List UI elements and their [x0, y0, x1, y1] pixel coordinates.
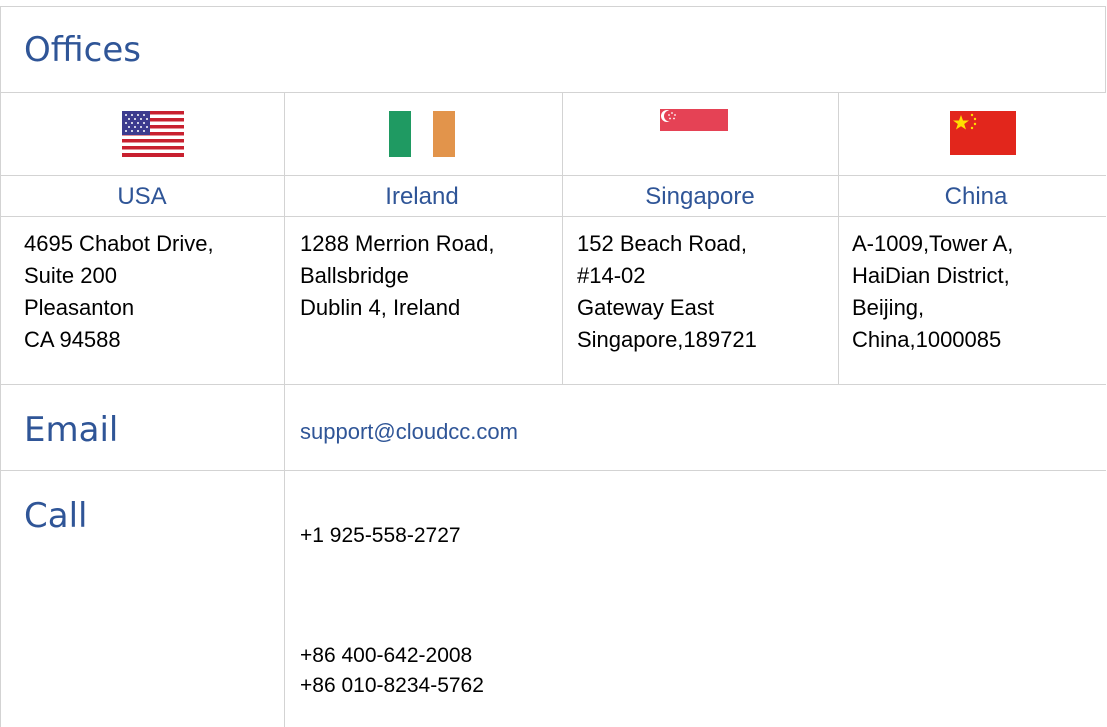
address-line: Ballsbridge: [300, 263, 409, 288]
address-line: CA 94588: [24, 327, 121, 352]
address-line: Beijing,: [852, 295, 925, 320]
address-usa: [24, 228, 214, 356]
phone-number-cn-1[interactable]: +86 400-642-2008: [300, 644, 473, 667]
email-label: Email: [24, 410, 119, 450]
phone-number-us[interactable]: +1 925-558-2727: [300, 524, 461, 547]
address-ireland: [300, 228, 494, 324]
address-line: HaiDian District,: [852, 263, 1010, 288]
address-line: 4695 Chabot Drive,: [24, 231, 214, 256]
offices-title: Offices: [24, 30, 141, 70]
top-border: [0, 6, 1106, 7]
address-line: China,1000085: [852, 327, 1002, 352]
address-line: 1288 Merrion Road,: [300, 231, 495, 256]
address-line: Gateway East: [577, 295, 714, 320]
phone-number-cn-2[interactable]: +86 010-8234-5762: [300, 674, 484, 697]
address-line: #14-02: [577, 263, 646, 288]
us-flag-icon: [122, 111, 184, 157]
address-row-divider: [0, 384, 1106, 385]
address-line: Suite 200: [24, 263, 117, 288]
col-divider-3: [838, 92, 839, 384]
country-row-divider: [0, 216, 1106, 217]
china-flag-icon: [950, 111, 1016, 155]
address-line: 152 Beach Road,: [577, 231, 748, 256]
address-china: [852, 228, 1013, 356]
call-label: Call: [24, 496, 88, 536]
col-divider-2: [562, 92, 563, 384]
address-line: Pleasanton: [24, 295, 135, 320]
email-link[interactable]: support@cloudcc.com: [300, 419, 518, 444]
right-border: [1105, 6, 1106, 92]
address-line: Singapore,189721: [577, 327, 757, 352]
offices-divider: [0, 92, 1106, 93]
left-border: [0, 6, 1, 727]
flag-row-divider: [0, 175, 1106, 176]
country-china-link[interactable]: China: [944, 183, 1008, 210]
address-singapore: [577, 228, 757, 356]
country-singapore-link[interactable]: Singapore: [645, 183, 755, 210]
address-line: Dublin 4, Ireland: [300, 295, 461, 320]
email-row-divider: [0, 470, 1106, 471]
ireland-flag-icon: [389, 111, 455, 157]
address-line: A-1009,Tower A,: [852, 231, 1014, 256]
country-ireland-link[interactable]: Ireland: [385, 183, 459, 210]
singapore-flag-icon: [660, 109, 728, 131]
country-usa-link[interactable]: USA: [117, 183, 167, 210]
